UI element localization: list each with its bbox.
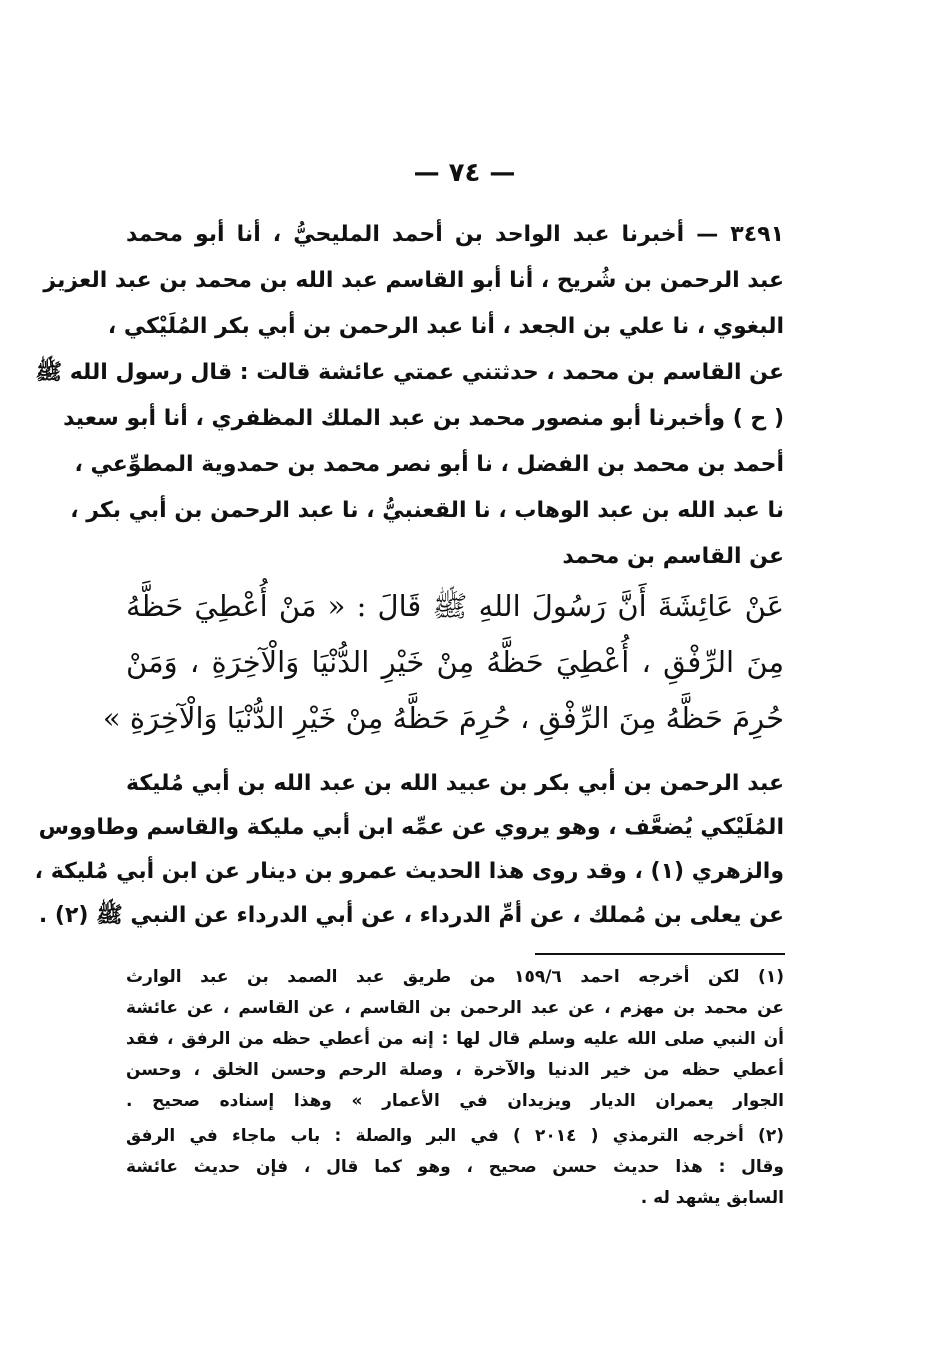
footnote-2-line: (٢) أخرجه الترمذي ( ٢٠١٤ ) في البر والصلة : باب ماجاء في الرفق <box>126 1126 784 1146</box>
footnotes-block <box>126 962 784 1214</box>
hadith-line: عَنْ عَائِشَةَ أَنَّ رَسُولَ اللهِ ﷺ قَالَ : « مَنْ أُعْطِيَ حَظَّهُ <box>126 589 784 623</box>
isnad-line: نا عبد الله بن عبد الوهاب ، نا القعنبيُّ ، نا عبد الرحمن بن أبي بكر ، <box>70 498 784 523</box>
footnote-1-line: (١) لكن أخرجه احمد ١٥٩/٦ من طريق عبد الصمد بن عبد الوارث <box>126 967 785 987</box>
hadith-line: حُرِمَ حَظَّهُ مِنَ الرِّفْقِ ، حُرِمَ حَظَّهُ مِنْ خَيْرِ الدُّنْيَا وَالْآخِرَةِ » <box>102 701 784 735</box>
hadith-text <box>102 578 784 746</box>
commentary-line: عن يعلى بن مُملك ، عن أمِّ الدرداء ، عن أبي الدرداء عن النبي ﷺ (٢) . <box>38 903 784 928</box>
isnad-block <box>35 212 784 580</box>
footnote-2-line: السابق يشهد له . <box>640 1188 784 1208</box>
commentary-line: عبد الرحمن بن أبي بكر بن عبيد الله بن عبد الله بن أبي مُليكة <box>126 771 784 796</box>
page-number: — ٧٤ — <box>413 158 516 188</box>
isnad-line: ( ح ) وأخبرنا أبو منصور محمد بن عبد الملك المظفري ، أنا أبو سعيد <box>63 406 784 431</box>
footnote-1-line: أعطي حظه من خير الدنيا والآخرة ، وصلة الرحم وحسن الخلق ، وحسن <box>126 1060 784 1080</box>
commentary-line: والزهري (١) ، وقد روى هذا الحديث عمرو بن دينار عن ابن أبي مُليكة ، <box>34 859 784 884</box>
isnad-line: عن القاسم بن محمد ، حدثتني عمتي عائشة قالت : قال رسول الله ﷺ <box>35 360 784 385</box>
commentary-block <box>34 762 784 938</box>
footnote-1-line: الجوار يعمران الديار ويزيدان في الأعمار » وهذا إسناده صحيح . <box>126 1091 784 1111</box>
isnad-line: ٣٤٩١ — أخبرنا عبد الواحد بن أحمد المليحيُّ ، أنا أبو محمد <box>126 222 784 247</box>
footnote-1-line: أن النبي صلى الله عليه وسلم قال لها : إنه من أعطي حظه من الرفق ، فقد <box>126 1029 784 1049</box>
isnad-line: البغوي ، نا علي بن الجعد ، أنا عبد الرحمن بن أبي بكر المُلَيْكي ، <box>107 314 784 339</box>
footnote-1-line: عن محمد بن مهزم ، عن عبد الرحمن بن القاسم ، عن القاسم ، عن عائشة <box>126 998 784 1018</box>
hadith-line: مِنَ الرِّفْقِ ، أُعْطِيَ حَظَّهُ مِنْ خَيْرِ الدُّنْيَا وَالْآخِرَةِ ، وَمَنْ <box>126 645 784 679</box>
isnad-line: أحمد بن محمد بن الفضل ، نا أبو نصر محمد بن حمدوية المطوِّعي ، <box>74 452 784 477</box>
footnote-separator <box>535 953 785 955</box>
footnote-2-line: وقال : هذا حديث حسن صحيح ، وهو كما قال ، فإن حديث عائشة <box>126 1157 784 1177</box>
isnad-line: عن القاسم بن محمد <box>562 544 784 569</box>
isnad-line: عبد الرحمن بن شُريح ، أنا أبو القاسم عبد الله بن محمد بن عبد العزيز <box>43 268 784 293</box>
commentary-line: المُلَيْكي يُضعَّف ، وهو يروي عن عمِّه ابن أبي مليكة والقاسم وطاووس <box>38 815 784 840</box>
